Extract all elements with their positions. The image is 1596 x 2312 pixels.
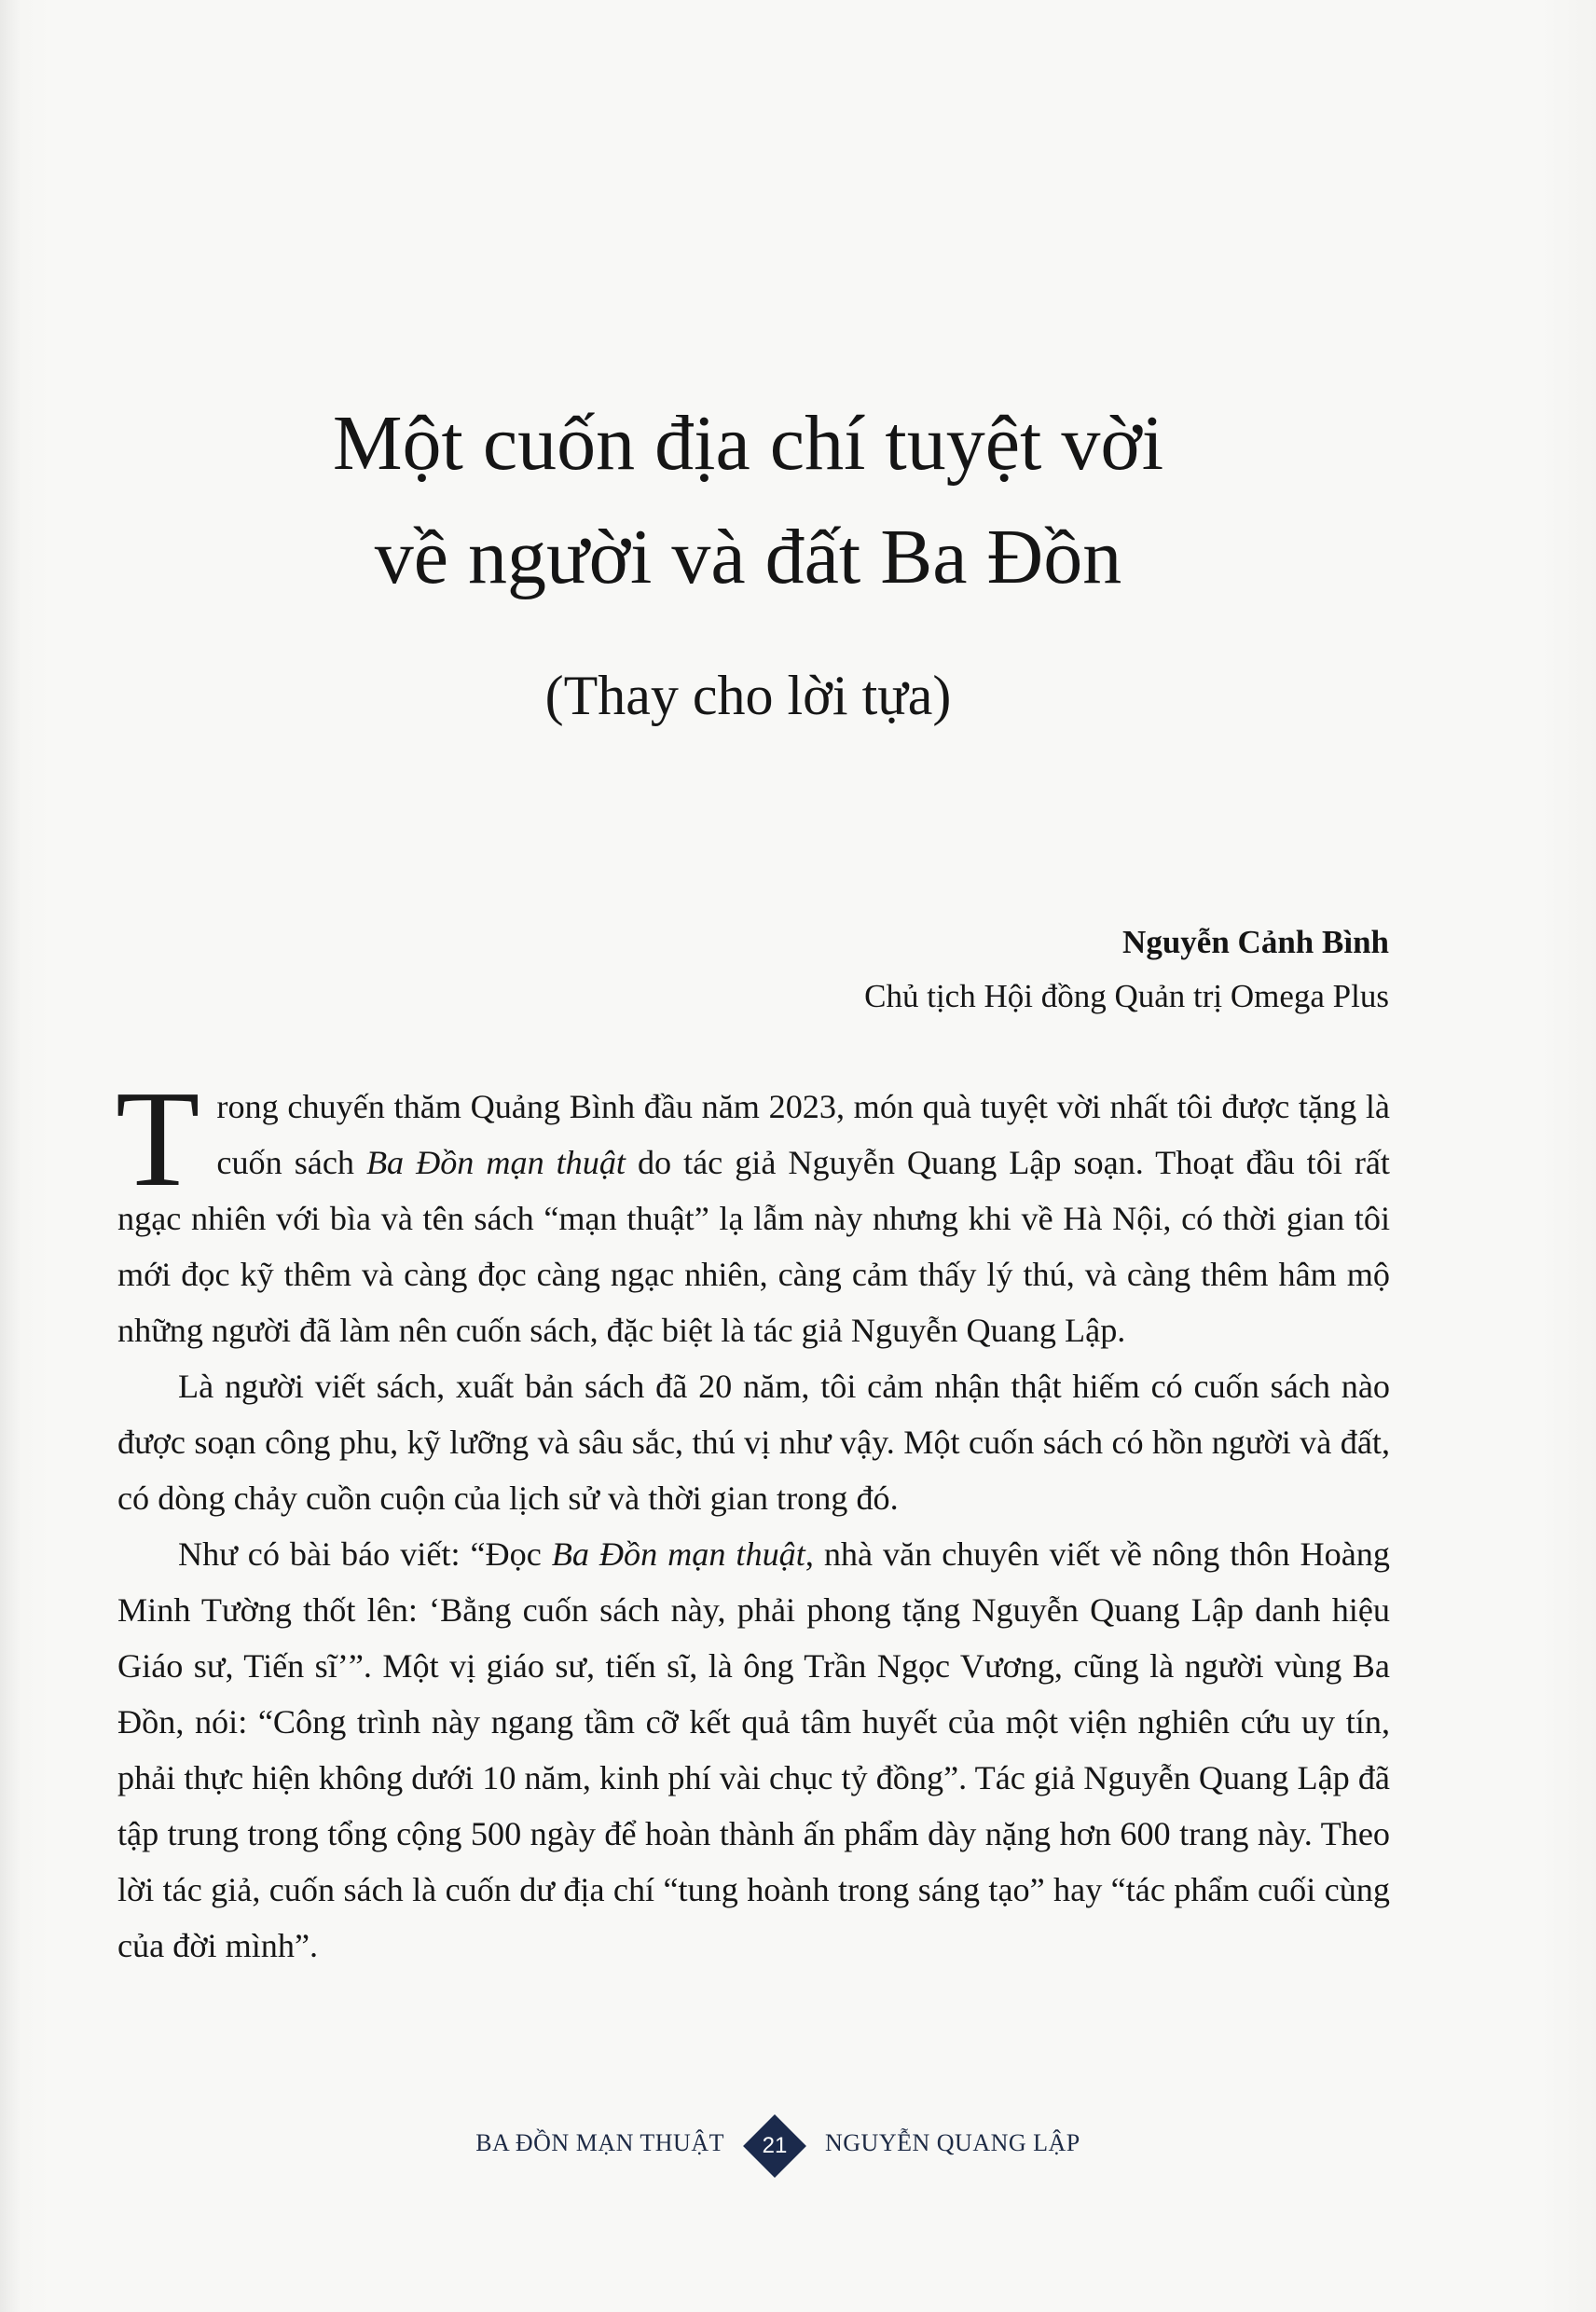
author-name: Nguyễn Cảnh Bình bbox=[1122, 924, 1389, 960]
book-title-italic: Ba Đồn mạn thuật bbox=[365, 1144, 626, 1181]
footer-author: NGUYỄN QUANG LẬP bbox=[825, 2129, 1080, 2156]
paragraph-3-text-a: Như có bài báo viết: “Đọc bbox=[178, 1535, 552, 1573]
book-title-italic-2: Ba Đồn mạn thuật bbox=[551, 1535, 805, 1573]
author-role: Chủ tịch Hội đồng Quản trị Omega Plus bbox=[864, 978, 1389, 1014]
title-line-1: Một cuốn địa chí tuyệt vời bbox=[332, 400, 1164, 487]
paragraph-3-text-b: , nhà văn chuyên viết về nông thôn Hoàng Minh Tường thốt lên: ‘Bằng cuốn sách này, phải phong tặng Nguyễn Quang Lập danh hiệu Giáo sư, Tiến sĩ’”. Một vị giáo sư, tiến sĩ, là ông Trần Ngọc Vương, cũng là người vùng Ba Đồn, nói: “Công trình này ngang tầm cỡ kết quả tâm huyết của một viện nghiên cứu uy tín, phải thực hiện không dưới 10 năm, kinh phí vài chục tỷ đồng”. Tác giả Nguyễn Quang Lập đã tập trung trong tổng cộng 500 ngày để hoàn thành ấn phẩm dày nặng hơn 600 trang này. Theo lời tác giả, cuốn sách là cuốn dư địa chí “tung hoành trong sáng tạo” hay “tác phẩm cuối cùng của đời mình”. bbox=[117, 1535, 1390, 1964]
paragraph-2: Là người viết sách, xuất bản sách đã 20 năm, tôi cảm nhận thật hiếm có cuốn sách nào được soạn công phu, kỹ lưỡng và sâu sắc, thú vị như vậy. Một cuốn sách có hồn người và đất, có dòng chảy cuồn cuộn của lịch sử và thời gian trong đó. bbox=[117, 1368, 1390, 1517]
title-line-2: về người và đất Ba Đồn bbox=[374, 514, 1122, 600]
paragraph-3 bbox=[117, 1526, 1390, 1974]
paragraph-1-text-b: do tác giả Nguyễn Quang Lập soạn. Thoạt đầu tôi rất ngạc nhiên với bìa và tên sách “mạn thuật” lạ lẫm này nhưng khi về Hà Nội, có thời gian tôi mới đọc kỹ thêm và càng đọc càng ngạc nhiên, càng cảm thấy lý thú, và càng thêm hâm mộ những người đã làm nên cuốn sách, đặc biệt là tác giả Nguyễn Quang Lập. bbox=[117, 1144, 1390, 1349]
paragraph-1-text-a: rong chuyến thăm Quảng Bình đầu năm 2023, món quà tuyệt vời nhất tôi được tặng là cuốn sách bbox=[216, 1088, 1390, 1181]
footer-book-title: BA ĐỒN MẠN THUẬT bbox=[475, 2129, 724, 2156]
paragraph-1 bbox=[116, 1063, 1390, 1358]
page-number: 21 bbox=[762, 2133, 788, 2158]
page-title bbox=[0, 387, 1496, 614]
drop-cap: T bbox=[116, 1063, 200, 1216]
body-text bbox=[116, 1063, 1390, 1974]
page-number-badge bbox=[743, 2114, 806, 2178]
author-byline bbox=[864, 915, 1389, 1024]
page-subtitle: (Thay cho lời tựa) bbox=[544, 665, 952, 726]
